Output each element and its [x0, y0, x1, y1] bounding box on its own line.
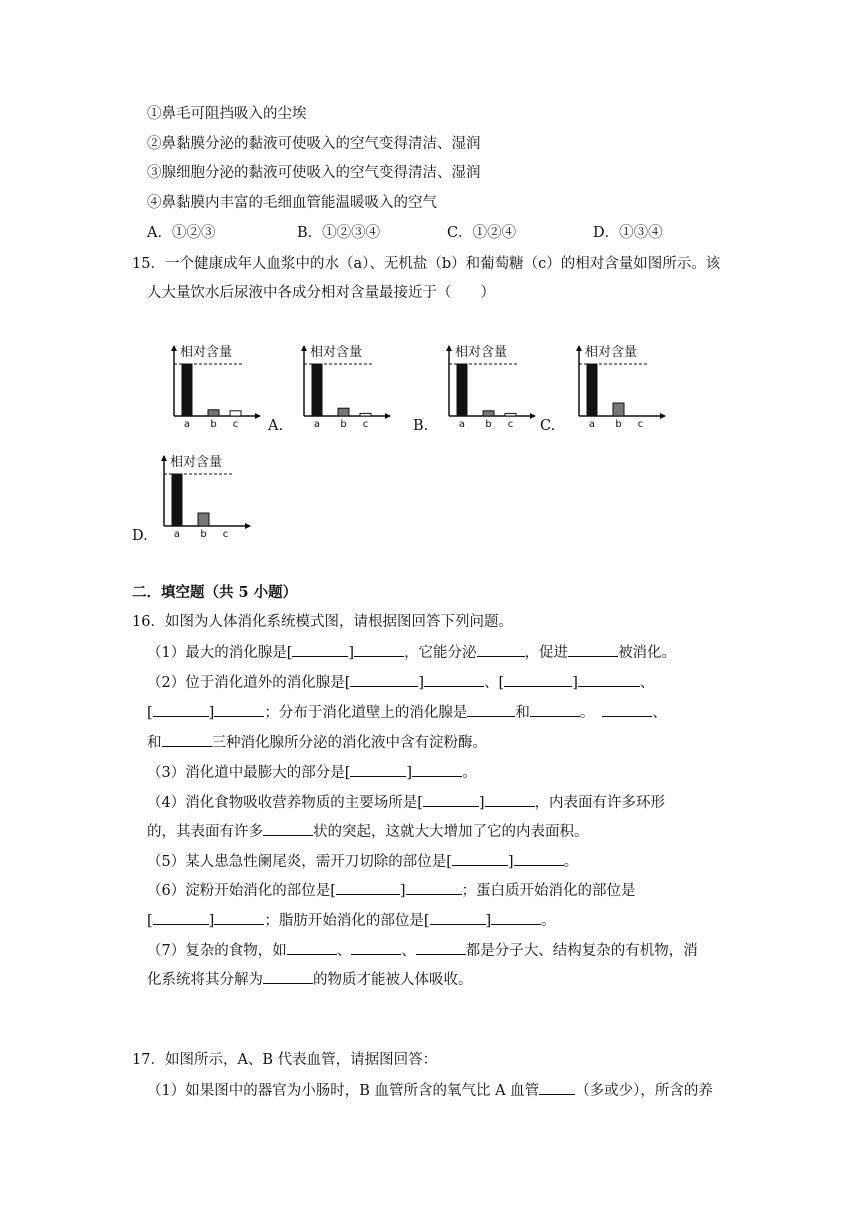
answer-blank	[153, 910, 209, 925]
answer-blank	[263, 969, 313, 984]
chart-svg-b	[290, 338, 400, 430]
bar-b	[198, 513, 209, 526]
answer-blank	[491, 910, 541, 925]
x-axis-arrow	[385, 413, 391, 419]
q16-stem: 16．如图为人体消化系统模式图，请根据图回答下列问题。	[132, 614, 513, 630]
tick-label-c: c	[362, 419, 369, 430]
q15-option-label-d: D.	[132, 528, 148, 544]
tick-label-a: a	[183, 419, 191, 430]
bar-a	[312, 364, 322, 416]
q17-part1: （1）如果图中的器官为小肠时，B 血管所含的氧气比 A 血管 （多或少），所含的养	[147, 1080, 713, 1101]
q15-chart-b	[290, 338, 400, 430]
tick-label-b: b	[615, 419, 622, 430]
answer-blank	[424, 672, 484, 687]
answer-blank	[162, 732, 212, 747]
q16-part4-line1: （4）消化食物吸收营养物质的主要场所是[ ] ，内表面有许多环形	[147, 792, 665, 813]
tick-label-c: c	[232, 419, 239, 430]
tick-label-b: b	[340, 419, 347, 430]
chart-svg-extra	[565, 338, 675, 430]
tick-label-c: c	[507, 419, 514, 430]
y-axis-arrow	[446, 345, 452, 351]
q16-part6-line2: [ ] ；脂肪开始消化的部位是[ ] 。	[147, 910, 556, 931]
answer-blank	[214, 910, 264, 925]
bar-b	[208, 410, 219, 416]
chart-svg-a	[160, 338, 270, 430]
y-axis-arrow	[576, 345, 582, 351]
bar-a	[182, 364, 192, 416]
bar-c	[360, 413, 371, 416]
q14-item-1: ①鼻毛可阻挡吸入的尘埃	[147, 106, 307, 122]
answer-blank	[485, 792, 535, 807]
q14-option-b: B．①②③④	[297, 225, 381, 241]
q15-chart-a	[160, 338, 270, 430]
answer-blank	[578, 672, 640, 687]
tick-label-a: a	[588, 419, 596, 430]
y-axis-arrow	[301, 345, 307, 351]
q17-stem: 17．如图所示，A、B 代表血管，请据图回答：	[132, 1052, 438, 1068]
answer-blank	[351, 940, 401, 955]
answer-blank	[350, 762, 406, 777]
answer-blank	[354, 642, 404, 657]
answer-blank	[514, 851, 564, 866]
q14-option-c: C．①②④	[447, 225, 517, 241]
q15-stem-line2: 人大量饮水后尿液中各成分相对含量最接近于（ ）	[147, 285, 495, 301]
answer-blank	[423, 792, 479, 807]
bar-c	[505, 413, 516, 416]
chart-title: 相对含量	[585, 345, 638, 360]
x-axis-arrow	[255, 413, 261, 419]
bar-a	[457, 364, 467, 416]
answer-blank	[153, 702, 209, 717]
q16-part7-line2: 化系统将其分解为 的物质才能被人体吸收。	[147, 969, 473, 990]
q14-option-d: D．①③④	[593, 225, 663, 241]
chart-title: 相对含量	[310, 345, 363, 360]
bar-b	[613, 403, 624, 416]
q15-option-label-c: C.	[540, 418, 556, 434]
q16-part2-line3: 和 三种消化腺所分泌的消化液中含有淀粉酶。	[147, 732, 487, 753]
q16-part2-line2: [ ] ；分布于消化道壁上的消化腺是 和 。 、	[147, 702, 667, 723]
tick-label-a: a	[458, 419, 466, 430]
chart-svg-d	[150, 448, 260, 540]
answer-blank	[568, 642, 618, 657]
answer-blank	[539, 1080, 575, 1095]
answer-blank	[336, 880, 400, 895]
tick-label-c: c	[222, 529, 229, 540]
tick-label-b: b	[485, 419, 492, 430]
q14-item-3: ③腺细胞分泌的黏液可使吸入的空气变得清洁、湿润	[147, 165, 481, 181]
q15-option-label-a: A.	[268, 418, 284, 434]
answer-blank	[287, 940, 337, 955]
y-axis-arrow	[161, 455, 167, 461]
bar-b	[483, 411, 494, 416]
answer-blank	[416, 940, 466, 955]
answer-blank	[602, 702, 652, 717]
answer-blank	[263, 821, 313, 836]
tick-label-a: a	[173, 529, 181, 540]
answer-blank	[467, 702, 515, 717]
answer-blank	[412, 762, 462, 777]
q15-chart-c	[435, 338, 545, 430]
tick-label-b: b	[200, 529, 207, 540]
q16-part2-line1: （2）位于消化道外的消化腺是[ ] 、[ ] 、	[147, 672, 654, 693]
x-axis-arrow	[660, 413, 666, 419]
chart-title: 相对含量	[455, 345, 508, 360]
chart-title: 相对含量	[180, 345, 233, 360]
x-axis-arrow	[530, 413, 536, 419]
answer-blank	[430, 910, 486, 925]
tick-label-a: a	[313, 419, 321, 430]
bar-b	[338, 408, 349, 416]
answer-blank	[452, 851, 508, 866]
q15-stem-line1: 15．一个健康成年人血浆中的水（a）、无机盐（b）和葡萄糖（c）的相对含量如图所示。该	[132, 256, 721, 272]
tick-label-b: b	[210, 419, 217, 430]
q15-option-label-b: B.	[413, 418, 429, 434]
q16-part4-line2: 的，其表面有许多 状的突起，这就大大增加了它的内表面积。	[147, 821, 589, 842]
q16-part3: （3）消化道中最膨大的部分是[ ] 。	[147, 762, 477, 783]
bar-a	[172, 474, 182, 526]
chart-title: 相对含量	[170, 455, 223, 470]
section-heading: 二．填空题（共 5 小题）	[132, 584, 298, 601]
q15-chart-d	[150, 448, 260, 540]
chart-svg-c	[435, 338, 545, 430]
answer-blank	[350, 672, 418, 687]
q16-part6-line1: （6）淀粉开始消化的部位是[ ] ；蛋白质开始消化的部位是	[147, 880, 636, 901]
q14-item-2: ②鼻黏膜分泌的黏液可使吸入的空气变得清洁、湿润	[147, 136, 481, 152]
q16-part1: （1）最大的消化腺是[ ] ，它能分泌 ，促进 被消化。	[147, 642, 676, 663]
bar-c	[230, 411, 241, 416]
x-axis-arrow	[245, 523, 251, 529]
q14-option-a: A．①②③	[147, 225, 216, 241]
y-axis-arrow	[171, 345, 177, 351]
q14-item-4: ④鼻黏膜内丰富的毛细血管能温暖吸入的空气	[147, 195, 437, 211]
answer-blank	[477, 642, 525, 657]
answer-blank	[530, 702, 580, 717]
answer-blank	[504, 672, 572, 687]
tick-label-c: c	[637, 419, 644, 430]
answer-blank	[406, 880, 462, 895]
answer-blank	[292, 642, 348, 657]
q15-chart-extra	[565, 338, 675, 430]
answer-blank	[214, 702, 264, 717]
q16-part7-line1: （7）复杂的食物，如 、 、 都是分子大、结构复杂的有机物，消	[147, 940, 698, 961]
bar-a	[587, 364, 597, 416]
q16-part5: （5）某人患急性阑尾炎，需开刀切除的部位是[ ] 。	[147, 851, 578, 872]
